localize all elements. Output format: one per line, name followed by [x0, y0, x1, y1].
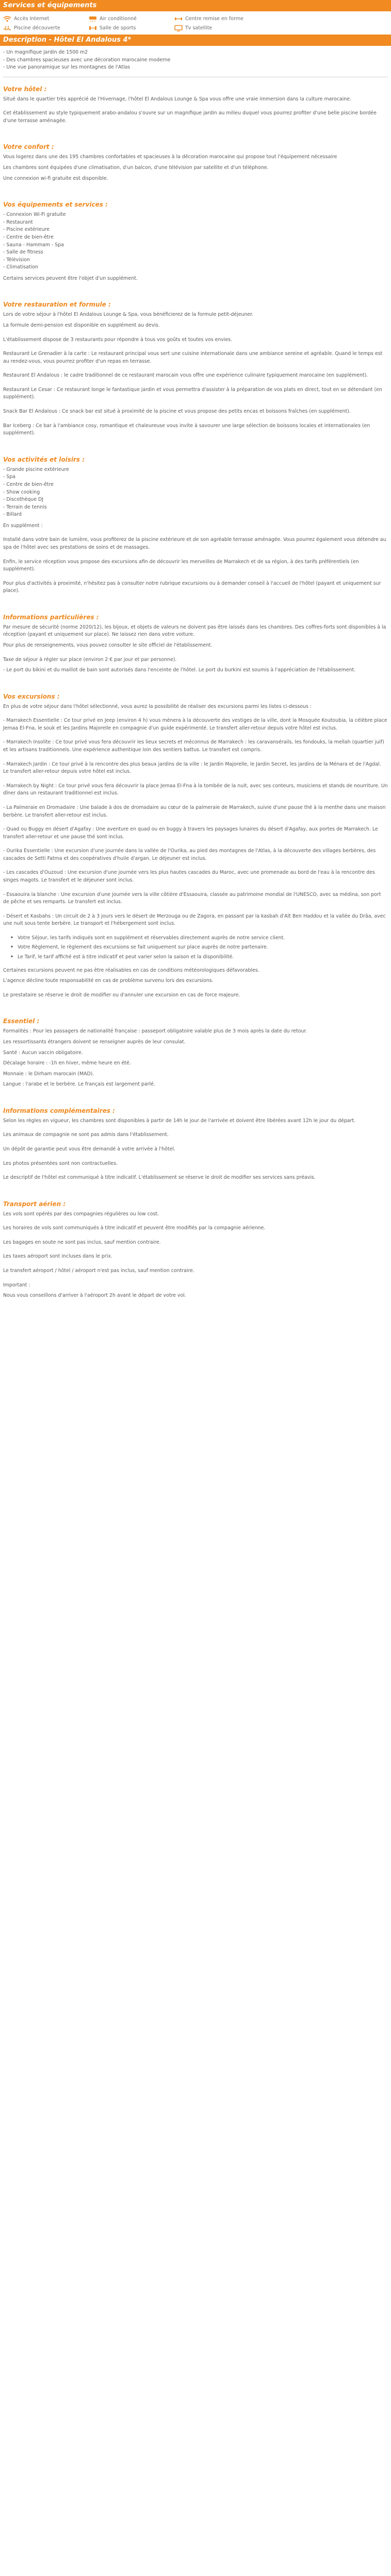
- description-line: - Des chambres spacieuses avec une décoration marocaine moderne: [3, 57, 171, 63]
- service-item: [3, 15, 89, 22]
- paragraph: Les bagages en soute ne sont pas inclus, sauf mention contraire.: [3, 1239, 161, 1245]
- services-grid: [0, 11, 391, 35]
- activite-item: - Grande piscine extérieure: [3, 466, 69, 472]
- service-label: Air conditionné: [100, 16, 137, 22]
- equipement-item: - Restaurant: [3, 219, 33, 225]
- wifi-icon: [3, 15, 11, 22]
- restauration-title: Votre restauration et formule :: [3, 301, 111, 309]
- excursion-item: - Essaouira la blanche : Une excursion d'une journée vers la ville côtière d'Essaouira, classée au patrimoine mondial de l'UNESCO, avec sa médina, son port de pêche et ses remparts. Le transfert est inclus.: [3, 891, 381, 905]
- paragraph: Cet établissement au style typiquement arabo-andalou s'ouvre sur un magnifique jardin au milieu duquel vous pourrez profiter d'une belle piscine bordée d'une terrasse aménagée.: [3, 110, 377, 124]
- essentiel-line: Les ressortissants étrangers doivent se renseigner auprès de leur consulat.: [3, 1039, 186, 1045]
- description-header: Description - Hôtel El Andalous 4*: [0, 35, 391, 46]
- paragraph: Une connexion wi-fi gratuite est disponible.: [3, 175, 108, 181]
- complementaires-title: Informations complémentaires :: [3, 1107, 115, 1114]
- paragraph: Restaurant El Andalous : le cadre traditionnel de ce restaurant marocain vous offre une expérience culinaire typiquement marocaine (en supplément).: [3, 372, 368, 379]
- excursion-item: - Marrakech Essentielle : Ce tour privé en Jeep (environ 4 h) vous mènera à la découverte des vestiges de la ville, dont la Mosquée Koutoubia, la célèbre place Jemaa El-Fna, le souk et les Jardins Majorelle en compagnie d'un guide expérimenté. Le transfert aller-retour depuis votre hôtel est inclus.: [3, 718, 387, 731]
- paragraph: Snack Bar El Andalous : Ce snack bar est situé à proximité de la piscine et vous propose des petits encas et boissons fraîches (en supplément).: [3, 409, 351, 415]
- tv-icon: [174, 25, 183, 31]
- votre-hotel-section: [0, 86, 391, 125]
- excursions-title: Vos excursions :: [3, 692, 60, 700]
- paragraph: Certaines excursions peuvent ne pas être réalisables en cas de conditions météorologiques défavorables.: [3, 967, 259, 973]
- paragraph: Le descriptif de l'hôtel est communiqué à titre indicatif. L'établissement se réserve le droit de modifier ses services sans préavis.: [3, 1175, 316, 1181]
- complementaires-section: [0, 1107, 391, 1182]
- equipement-item: - Connexion Wi-Fi gratuite: [3, 212, 66, 218]
- excursion-item: - Les cascades d'Ouzoud : Une excursion d'une journée vers les plus hautes cascades du Maroc, avec une promenade au bord de l'eau à la rencontre des singes magots. Le transfert et le déjeuner sont inclus.: [3, 870, 375, 883]
- activite-item: - Show cooking: [3, 489, 40, 495]
- activite-item: - Discothèque DJ: [3, 497, 43, 503]
- paragraph: Les photos présentées sont non contractuelles.: [3, 1160, 118, 1166]
- paragraph: Important :: [3, 1282, 30, 1288]
- fitness-icon: [174, 15, 183, 22]
- excursion-item: - Marrakech Insolite : Ce tour privé vous fera découvrir les lieux secrets et méconnus de Marrakech : les caravansérails, les fondouks, la mellah (quartier juif) et les artisans traditionnels. Une expérience authentique loin des sentiers battus. Le transfert est compris.: [3, 739, 384, 753]
- excursion-item: - La Palmeraie en Dromadaire : Une balade à dos de dromadaire au cœur de la palmeraie de Marrakech, suivie d'une pause thé à la menthe dans une maison berbère. Le transfert aller-retour est inclus.: [3, 804, 386, 818]
- equipement-item: - Centre de bien-être: [3, 234, 54, 240]
- equipement-item: - Télévision: [3, 257, 30, 263]
- votre-confort-title: Votre confort :: [3, 143, 54, 151]
- paragraph: Taxe de séjour à régler sur place (environ 2 € par jour et par personne).: [3, 656, 177, 663]
- informations-title: Informations particulières :: [3, 613, 99, 621]
- paragraph: En supplément :: [3, 522, 43, 529]
- paragraph: Pour plus d'activités à proximité, n'hésitez pas à consulter notre rubrique excursions ou à demander conseil à l'accueil de l'hôtel (payant et uniquement sur place).: [3, 580, 381, 594]
- service-label: Centre remise en forme: [185, 16, 243, 22]
- paragraph: Le prestataire se réserve le droit de modifier ou d'annuler une excursion en cas de force majeure.: [3, 992, 240, 998]
- paragraph: La formule demi-pension est disponible en supplément au devis.: [3, 322, 160, 328]
- paragraph: Les chambres sont équipées d'une climatisation, d'un balcon, d'une télévision par satellite et d'un téléphone.: [3, 165, 269, 171]
- paragraph: Les animaux de compagnie ne sont pas admis dans l'établissement.: [3, 1132, 169, 1138]
- votre-confort-section: [0, 143, 391, 182]
- paragraph: En plus de votre séjour dans l'hôtel sélectionné, vous aurez la possibilité de réaliser des excursions parmi les listes ci-dessous :: [3, 703, 312, 709]
- excursion-item: - Ourika Essentielle : Une excursion d'une journée dans la vallée de l'Ourika, au pied des montagnes de l'Atlas, à la découverte des villages berbères, des cascades de Setti Fatma et des coopératives d'huile d'argan. Le déjeuner est inclus.: [3, 848, 376, 861]
- essentiel-line: Santé : Aucun vaccin obligatoire.: [3, 1049, 83, 1056]
- votre-hotel-title: Votre hôtel :: [3, 85, 47, 93]
- equipements-note: Certains services peuvent être l'objet d'un supplément.: [3, 275, 138, 281]
- paragraph: Enfin, le service réception vous propose des excursions afin de découvrir les merveilles de Marrakech et de sa région, à des tarifs préférentiels (en supplément).: [3, 558, 359, 572]
- equipement-item: - Sauna - Hammam - Spa: [3, 242, 64, 248]
- paragraph: Pour plus de renseignements, vous pouvez consulter le site officiel de l'établissement.: [3, 642, 213, 649]
- excursion-note: • Votre Règlement, le règlement des excursions se fait uniquement sur place auprès de notre partenaire.: [10, 944, 268, 951]
- pool-icon: [3, 25, 11, 31]
- equipements-section: [0, 201, 391, 282]
- essentiel-line: Monnaie : le Dirham marocain (MAD).: [3, 1071, 94, 1077]
- paragraph: Restaurant Le Cesar : Ce restaurant longe le fantastique jardin et vous permettra d'assister à la préparation de vos plats en direct, tout en se détendant (en supplément).: [3, 386, 382, 400]
- paragraph: Bar Iceberg : Ce bar à l'ambiance cosy, romantique et chaleureuse vous invite à savourer une large sélection de boissons locales et internationales (en supplément).: [3, 422, 370, 436]
- paragraph: Le transfert aéroport / hôtel / aéroport n'est pas inclus, sauf mention contraire.: [3, 1268, 194, 1274]
- essentiel-section: [0, 1018, 391, 1088]
- essentiel-line: Formalités : Pour les passagers de nationalité française : passeport obligatoire valable plus de 3 mois après la date du retour.: [3, 1028, 307, 1035]
- equipement-item: - Salle de fitness: [3, 249, 43, 256]
- excursion-note: • Votre Séjour, les tarifs indiqués sont en supplément et réservables directement auprès de notre service client.: [10, 935, 285, 941]
- service-item: [89, 25, 174, 31]
- activite-item: - Spa: [3, 474, 16, 480]
- service-item: [174, 25, 262, 31]
- services-header: Services et équipements: [0, 0, 391, 11]
- excursion-item: - Marrakech by Night : Ce tour privé vous fera découvrir la place Jemaa El-Fna à la tombée de la nuit, avec ses conteurs, musiciens et stands de nourriture. Un dîner dans un restaurant traditionnel est inclus.: [3, 783, 388, 796]
- paragraph: Les horaires de vols sont communiqués à titre indicatif et peuvent être modifiés par la compagnie aérienne.: [3, 1225, 266, 1231]
- activite-item: - Billard: [3, 512, 22, 518]
- restauration-section: [0, 301, 391, 437]
- paragraph: Les taxes aéroport sont incluses dans le prix.: [3, 1253, 112, 1260]
- equipements-title: Vos équipements et services :: [3, 201, 108, 209]
- transport-title: Transport aérien :: [3, 1200, 66, 1208]
- transport-section: [0, 1200, 391, 1300]
- excursions-section: [0, 693, 391, 999]
- paragraph: Restaurant Le Grenadier à la carte : Le restaurant principal vous sert une cuisine internationale dans une ambiance sereine et agréable. Quand le temps est au rendez-vous, vous pourrez profiter d'un repas en terrasse.: [3, 351, 383, 364]
- paragraph: Vous logerez dans une des 195 chambres confortables et spacieuses à la décoration marocaine qui propose tout l'équipement nécessaire: [3, 154, 337, 160]
- essentiel-title: Essentiel :: [3, 1018, 40, 1025]
- activite-item: - Centre de bien-être: [3, 481, 54, 487]
- paragraph: Selon les règles en vigueur, les chambres sont disponibles à partir de 14h le jour de l'arrivée et doivent être libérées avant 12h le jour du départ.: [3, 1117, 356, 1124]
- equipement-item: - Piscine extérieure: [3, 227, 50, 233]
- service-label: Tv satellite: [185, 25, 213, 31]
- service-label: Accès Internet: [14, 16, 50, 22]
- air-conditioner-icon: [89, 15, 97, 22]
- service-item: [3, 25, 89, 31]
- essentiel-line: Décalage horaire : -1h en hiver, même heure en été.: [3, 1060, 131, 1066]
- service-label: Piscine découverte: [14, 25, 60, 31]
- dumbbell-icon: [89, 25, 97, 31]
- paragraph: Nous vous conseillons d'arriver à l'aéroport 2h avant le départ de votre vol.: [3, 1293, 186, 1299]
- service-item: [89, 15, 174, 22]
- essentiel-line: Langue : l'arabe et le berbère. Le français est largement parlé.: [3, 1081, 155, 1088]
- activite-item: - Terrain de tennis: [3, 504, 47, 510]
- activites-title: Vos activités et loisirs :: [3, 455, 85, 463]
- excursion-item: - Désert et Kasbahs : Un circuit de 2 à 3 jours vers le désert de Merzouga ou de Zagora, en passant par la kasbah d'Aït Ben Haddou et la vallée du Drâa, avec une nuit sous tente berbère. Le transport et l'hébergement sont inclus.: [3, 913, 386, 927]
- paragraph: Installé dans votre bain de lumière, vous profiterez de la piscine extérieure et de son agréable terrasse aménagée. Vous pourrez également vous détendre au spa de l'hôtel avec ses prestations de soins et de massages.: [3, 537, 386, 550]
- paragraph: L'agence décline toute responsabilité en cas de problème survenu lors des excursions.: [3, 978, 214, 984]
- description-line: - Une vue panoramique sur les montagnes de l'Atlas: [3, 64, 131, 71]
- excursion-item: - Quad ou Buggy en désert d'Agafay : Une aventure en quad ou en buggy à travers les paysages lunaires du désert d'Agafay, aux portes de Marrakech. Le transfert aller-retour et une pause thé sont inclus.: [3, 826, 378, 840]
- paragraph: Lors de votre séjour à l'hôtel El Andalous Lounge & Spa, vous bénéficierez de la formule petit-déjeuner.: [3, 312, 254, 318]
- service-label: Salle de sports: [100, 25, 136, 31]
- paragraph: - Le port du bikini et du maillot de bain sont autorisés dans l'enceinte de l'hôtel. Le port du burkini est soumis à l'appréciation de l'établissement.: [3, 667, 356, 673]
- excursion-note: • Le Tarif, le tarif affiché est à titre indicatif et peut varier selon la saison et la disponibilité.: [10, 954, 234, 960]
- service-item: [174, 15, 262, 22]
- excursion-item: - Marrakech Jardin : Ce tour privé à la rencontre des plus beaux jardins de la ville : le Jardin Majorelle, le Jardin Secret, les jardins de la Ménara et de l'Agdal. Le transfert aller-retour depuis votre hôtel est inclus.: [3, 761, 381, 775]
- description-line: - Un magnifique jardin de 1500 m2: [3, 49, 88, 55]
- paragraph: Les vols sont opérés par des compagnies régulières ou low cost.: [3, 1211, 159, 1217]
- description-section: [0, 46, 391, 72]
- paragraph: Situé dans le quartier très apprécié de l'Hivernage, l'hôtel El Andalous Lounge & Spa vous offre une vraie immersion dans la culture marocaine.: [3, 96, 351, 102]
- paragraph: Par mesure de sécurité (norme 2020/12), les bijoux, et objets de valeurs ne doivent pas être laissés dans les chambres. Des coffres-forts sont disponibles à la réception (payant et uniquement sur place). Ne laissez rien dans votre voiture.: [3, 624, 386, 638]
- paragraph: L'établissement dispose de 3 restaurants pour répondre à tous vos goûts et toutes vos envies.: [3, 336, 233, 343]
- paragraph: Un dépôt de garantie peut vous être demandé à votre arrivée à l'hôtel.: [3, 1146, 175, 1152]
- activites-section: [0, 456, 391, 595]
- informations-section: [0, 614, 391, 674]
- equipement-item: - Climatisation: [3, 264, 38, 270]
